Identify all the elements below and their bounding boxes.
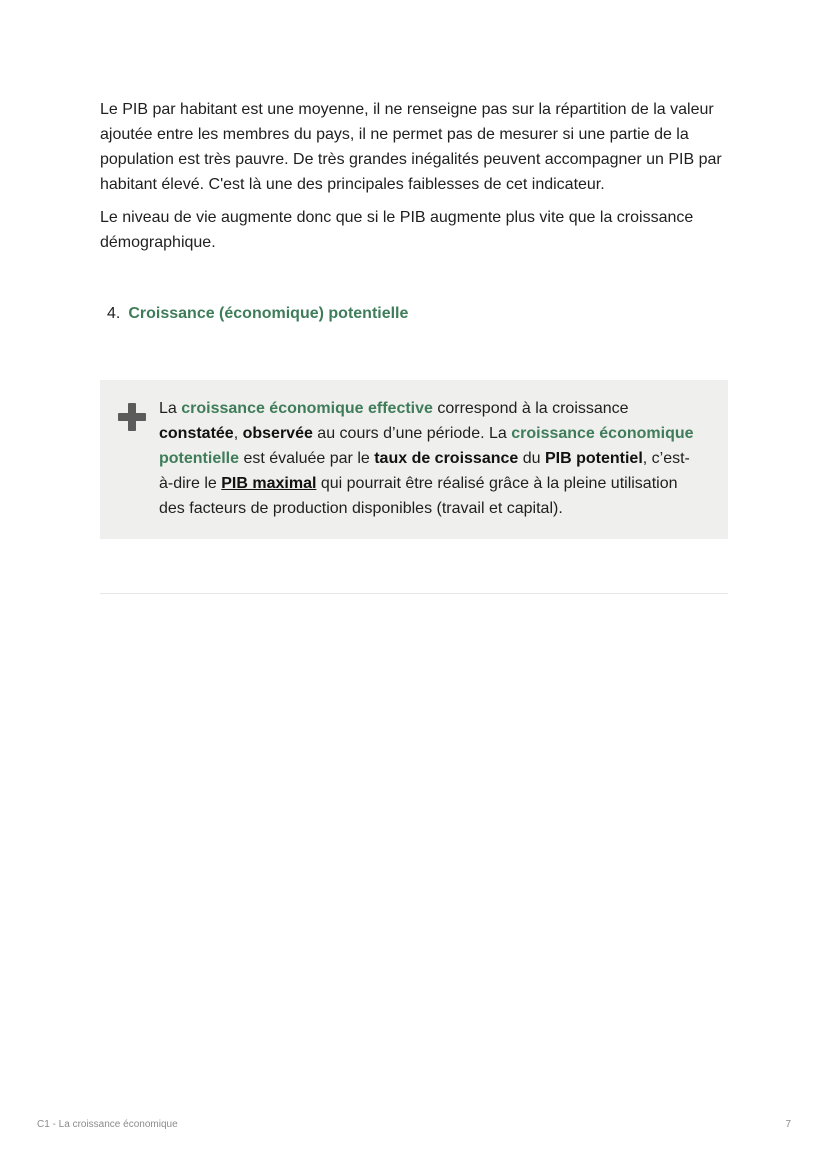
footer-page-number: 7 [785, 1119, 791, 1130]
callout-text-segment: , [233, 425, 243, 442]
section-heading [100, 301, 728, 326]
term-maximal-gdp: PIB maximal [221, 475, 317, 492]
callout-text-segment: La [159, 400, 182, 417]
paragraph: Le PIB par habitant est une moyenne, il ne renseigne pas sur la répartition de la valeur ajoutée entre les membres du pays, il ne permet pas de mesurer si une partie de la population est très pauvre. De très grandes inégalités peuvent accompagner un PIB par habitant élevé. C'est là une des principales faiblesses de cet indicateur. [100, 101, 722, 193]
term-constatee: constatée [159, 425, 234, 442]
term-observee: observée [242, 425, 313, 442]
term-growth-rate: taux de croissance [374, 450, 519, 467]
term-effective-growth: croissance économique effective [181, 400, 433, 417]
footer-chapter-title: C1 - La croissance économique [37, 1119, 178, 1130]
callout-text [159, 396, 704, 521]
plus-icon [118, 403, 146, 431]
section-title: Croissance (économique) potentielle [128, 305, 409, 322]
divider [100, 593, 728, 594]
page-content [100, 97, 728, 594]
section-number: 4. [107, 305, 121, 322]
paragraph: Le niveau de vie augmente donc que si le PIB augmente plus vite que la croissance démographique. [100, 209, 694, 251]
callout-text-segment: correspond à la croissance [432, 400, 629, 417]
term-potential-growth: croissance économique potentielle [159, 425, 694, 467]
callout-text-segment: qui pourrait être réalisé grâce à la pleine utilisation des facteurs de production disponibles (travail et capital). [159, 475, 678, 517]
callout-text-segment: au cours d’une période. La [312, 425, 512, 442]
callout-text-segment: du [518, 450, 545, 467]
term-potential-gdp: PIB potentiel [544, 450, 643, 467]
callout-text-segment: , c’est-à-dire le [159, 450, 690, 492]
callout-box [100, 380, 728, 539]
callout-text-segment: est évaluée par le [239, 450, 375, 467]
